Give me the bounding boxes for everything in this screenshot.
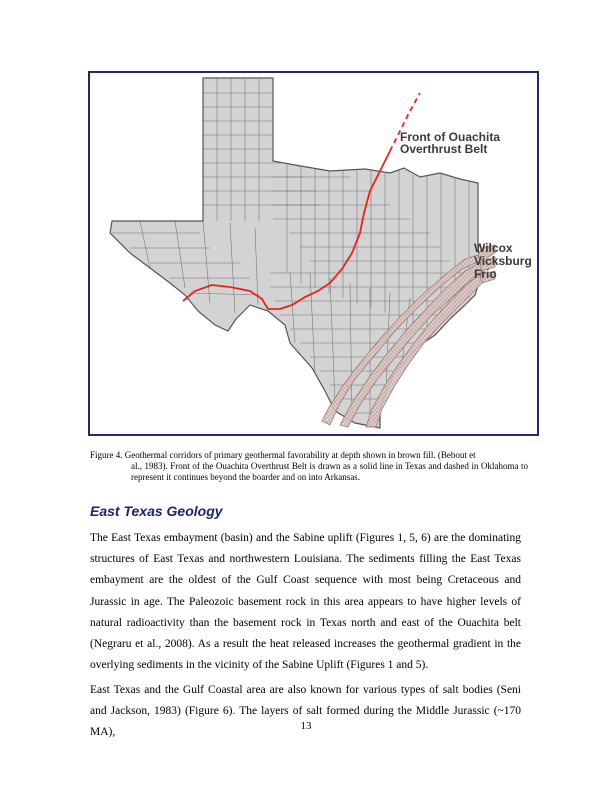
label-vicksburg: Vicksburg <box>474 254 532 268</box>
paragraph-2: East Texas and the Gulf Coastal area are also known for various types of salt bodies (Seni and Jackson, 1983) (Figure 6). The layers of salt formed during the Middle Jurassic (~170 MA), <box>90 684 521 739</box>
section-heading: East Texas Geology <box>90 503 223 519</box>
caption-rest: al., 1983). Front of the Ouachita Overthrust Belt is drawn as a solid line in Texas and dashed in Oklahoma to represent it continues beyond the boarder and on into Arkansas. <box>131 461 528 482</box>
caption-line1: Figure 4. Geothermal corridors of primary geothermal favorability at depth shown in brown fill. (Bebout et <box>90 450 476 460</box>
label-frio: Frio <box>474 267 497 281</box>
figure-caption <box>90 450 528 483</box>
paragraph-1: The East Texas embayment (basin) and the Sabine uplift (Figures 1, 5, 6) are the dominating structures of East Texas and northwestern Louisiana. The sediments filling the East Texas embayment are the oldest of the Gulf Coast sequence with most being Cretaceous and Jurassic in age. The Paleozoic basement rock in this area appears to have higher levels of natural radioactivity than the basement rock in Texas north and east of the Ouachita belt (Negraru et al., 2008). As a result the heat released increases the geothermal gradient in the overlying sediments in the vicinity of the Sabine Uplift (Figures 1 and 5). <box>90 532 521 672</box>
label-wilcox: Wilcox <box>474 241 513 255</box>
figure-4-map <box>88 71 539 436</box>
label-front-ouachita: Front of Ouachita Overthrust Belt <box>400 130 500 156</box>
texas-map <box>90 73 537 434</box>
page-number: 13 <box>300 720 312 732</box>
